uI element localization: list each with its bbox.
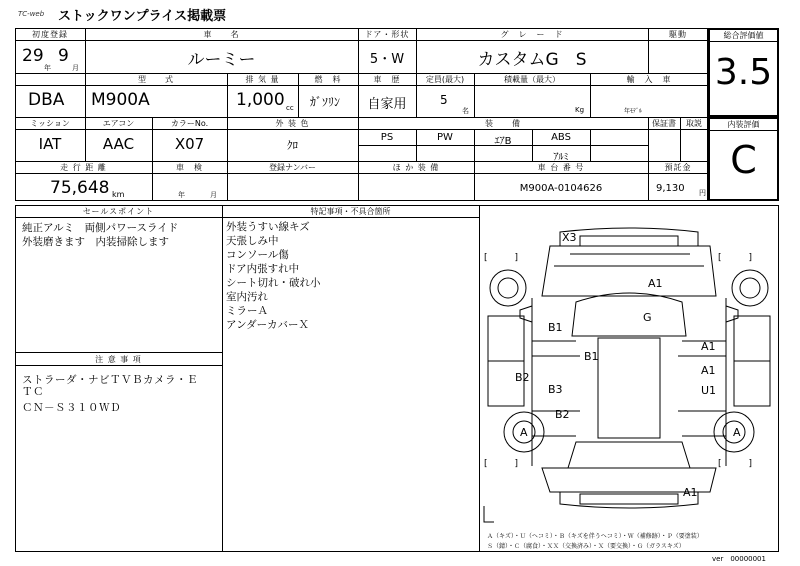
damage-a1-right-lower: A1 [701,364,716,377]
label-notes: 特記事項・不具合箇所 [310,207,391,216]
sales-point-line: 純正アルミ 両側パワースライド [22,222,179,234]
overall-score: 3.5 [714,52,773,93]
note-line: ミラーＡ [226,305,268,317]
mileage-unit: km [112,190,125,199]
note-line: 室内汚れ [226,291,268,303]
label-manual: 取説 [686,119,702,128]
version: ver 00000001 [712,555,766,563]
label-color-no: カラーNo. [170,119,209,128]
mission: IAT [38,135,62,153]
label-mission: ミッション [30,119,70,128]
car-name: ルーミー [187,50,256,70]
logo: TC-web [18,10,45,18]
grade: カスタムG S [477,50,587,70]
color-no: X07 [174,135,205,153]
label-fuel: 燃 料 [314,75,342,84]
label-import: 輸 入 車 [626,75,672,84]
bracket-left-top: [ ] [484,253,519,263]
damage-b2-left: B2 [515,371,530,384]
label-other-equip: ほ か 装 備 [392,163,440,172]
damage-g-windshield: G [643,311,652,324]
note-line: コンソール傷 [226,249,289,261]
label-caution: 注 意 事 項 [95,355,142,364]
label-aircon: エアコン [102,119,135,128]
damage-a-left-wheel: A [520,426,528,439]
note-line: ドア内張すれ中 [226,263,300,275]
caution-line: ＴＣ [22,386,44,398]
interior-score: C [730,138,757,182]
label-drive: 駆動 [669,30,687,39]
displacement: 1,000 [236,90,285,110]
bracket-left-bottom: [ ] [484,459,519,469]
label-door-shape: ドア・形状 [364,30,410,39]
model: M900A [91,90,150,110]
label-warranty: 保証書 [652,119,676,128]
insp-year-unit: 年 [178,191,185,199]
damage-b3: B3 [548,383,563,396]
reg-month: 9 [58,46,69,66]
note-line: シート切れ・破れ小 [226,277,321,289]
insp-month-unit: 月 [210,191,217,199]
label-displacement: 排 気 量 [245,75,280,84]
label-mileage: 走 行 距 離 [60,163,107,172]
label-capacity: 定員(最大) [425,75,465,84]
month-unit: 月 [72,64,79,72]
aircon: AAC [102,135,135,153]
damage-a-right-wheel: A [733,426,741,439]
year-unit: 年 [44,64,51,72]
label-inspection: 車 検 [176,163,203,172]
equip-ps: PS [380,132,394,143]
equip-pw: PW [437,132,453,143]
mileage: 75,648 [50,178,110,198]
label-load: 積載量（最大） [504,75,560,84]
note-line: アンダーカバーＸ [226,319,309,331]
label-equipment: 装 備 [485,119,521,128]
damage-u1: U1 [701,384,717,397]
damage-legend-line: Ｓ（錆）・Ｃ（腐食）・ＸＸ（交換済み）・Ｘ（要交換）・Ｇ（ガラスキズ） [487,543,685,550]
label-interior-score: 内装評価 [727,120,760,129]
capacity: 5 [440,93,448,107]
label-grade: グ レ ー ド [500,30,564,39]
equip-alumi: ｱﾙﾐ [553,152,569,163]
label-model: 型 式 [138,75,174,84]
damage-b1-left: B1 [548,321,563,334]
capacity-unit: 名 [462,107,469,115]
price: 9,130 [656,183,685,194]
price-unit: 円 [699,189,706,197]
model-prefix: DBA [28,90,65,110]
sales-point-line: 外装磨きます 内装掃除します [22,236,169,248]
note-line: 天張しみ中 [226,235,279,247]
displacement-unit: cc [286,104,294,112]
history: 自家用 [367,97,407,112]
equip-airbag: ｴｱB [494,136,512,147]
door-shape: 5・W [369,52,405,67]
label-chassis-no: 車 台 番 号 [537,163,585,172]
damage-x3: X3 [562,231,577,244]
label-reg-number: 登録ナンバー [268,163,317,172]
caution-line: ストラーダ・ナビＴＶＢカメラ・Ｅ [22,374,198,386]
label-history: 車 歴 [373,75,401,84]
label-ext-color: 外 装 色 [275,119,310,128]
reg-year: 29 [22,46,44,66]
document-title: ストックワンプライス掲載票 [58,9,227,24]
damage-b2-lower: B2 [555,408,570,421]
damage-b1-center: B1 [584,350,599,363]
label-overall-score: 総合評価値 [723,31,764,40]
bracket-right-top: [ ] [718,253,753,263]
label-first-reg: 初度登録 [32,30,68,39]
label-sales-point: セールスポイント [82,207,155,216]
bracket-right-bottom: [ ] [718,459,753,469]
note-line: 外装うすい線キズ [226,221,310,233]
damage-legend-line: Ａ（キズ）・Ｕ（ヘコミ）・Ｂ（キズを伴うヘコミ）・Ｗ（補修跡）・Ｐ（要塗装） [487,533,703,540]
label-car-name: 車 名 [203,30,240,39]
chassis-no: M900A-0104626 [519,183,603,194]
label-price: 預託金 [664,163,692,172]
damage-a1-right: A1 [701,340,716,353]
equip-abs: ABS [551,132,571,143]
load-unit: Kg [575,106,585,114]
fuel: ｶﾞｿﾘﾝ [310,95,341,109]
damage-a1-rear: A1 [683,486,698,499]
caution-line: ＣＮ－Ｓ３１０ＷＤ [22,402,121,414]
ext-color: ｸﾛ [287,139,298,152]
model-year-unit: 年ﾓﾃﾞﾙ [624,108,643,115]
damage-a1-front: A1 [648,277,663,290]
